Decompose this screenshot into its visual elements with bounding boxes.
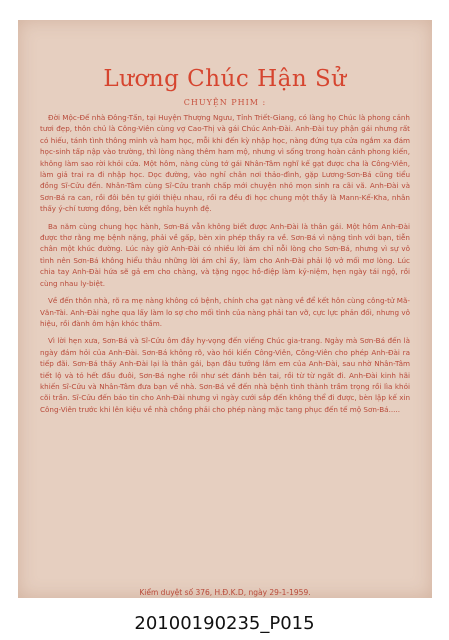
archive-caption: 20100190235_P015 (134, 613, 315, 634)
paragraph: Vì lời hẹn xưa, Sơn-Bá và Sĩ-Cửu ôm đầy hy-vọng đến viếng Chúc gia-trang. Ngày mà Sơn-Bá đến là ngày đám hỏi của Anh-Đài. Sơn-Bá không rõ, vào hỏi kiến Công-Viên, Công-Viên cho phép Anh-Đài ra tiếp đãi. Sơn-Bá thấy Anh-Đài lại là thân gái, bạn đâu tưởng lắm em của Anh-Đài, sau nhờ Nhân-Tâm tiết lộ và tỏ hết đầu đuôi, Sơn-Bá nghe rồi như sét đánh bên tai, rồi từ từ ngất đi. Anh-Đài kinh hãi khiến Sĩ-Cửu và Nhân-Tâm đưa bạn về nhà. Sơn-Bá về đến nhà bệnh tình thành trầm trọng rồi lìa khỏi cõi trần. Sĩ-Cửu đến báo tin cho Anh-Đài nhưng vì ngày cưới sắp đến không thể đi được, bèn lập kế xin Công-Viên trước khi lên kiệu về nhà chồng phải cho phép nàng mặc tang phục đến tế mộ Sơn-Bá..... (40, 336, 410, 414)
document-title: Lương Chúc Hận Sử (103, 66, 347, 92)
synopsis-body (40, 112, 410, 421)
paragraph: Đời Mộc-Đế nhà Đông-Tấn, tại Huyện Thượng Ngưu, Tỉnh Triết-Giang, có làng họ Chúc là phong cảnh tươi đẹp, thôn chủ là Công-Viên cùng vợ Cao-Thị và gái Chúc Anh-Đài. Anh-Đài tuy phận gái nhưng rất có hiếu, tánh tình thông minh và ham học, mỗi khi đến kỳ nhập học, nàng đứng tựa cửa ngắm xa đám học-sinh tấp nập vào trường, thì lòng nàng thêm ham mộ, nhưng vì sống trong hoàn cảnh phong kiến, không làm sao rời khỏi cửa. Một hôm, nàng cùng tớ gái Nhân-Tâm nghĩ kế gạt được cha là Công-Viên, làm giả trai ra đi nhập học. Dọc đường, vào nghỉ chân nơi thảo-đình, gặp Lương-Sơn-Bá cũng tiểu đồng Sĩ-Cửu đến. Nhân-Tâm cùng Sĩ-Cửu tranh chấp mới chuyện nhỏ mọn sinh ra cãi vã. Anh-Đài và Sơn-Bá ra can, rồi đôi bên tự giới thiệu nhau, rồi ra đều đi học chung một thầy là Mann-Kế-Kha, nhân thấy ý-chí tương đồng, bèn kết nghĩa huynh đệ. (40, 113, 410, 214)
document-sheet (18, 20, 432, 598)
paragraph: Ba năm cùng chung học hành, Sơn-Bá vẫn không biết được Anh-Đài là thân gái. Một hôm Anh-Đài được thơ rằng mẹ bệnh nặng, phải về gấp, bèn xin phép thầy ra về. Sơn-Bá vì nặng tình với bạn, tiễn chân một khúc đường. Lúc này giờ Anh-Đài có nhiều lời ám chỉ nỗi lòng cho Sơn-Bá, nhưng vì sự vô tình nên Sơn-Bá không hiểu thâu những lời ám chỉ ấy, làm cho Anh-Đài phải lộ vở mối mơ lòng. Lúc chia tay Anh-Đài hứa sẽ gả em cho chàng, và tặng ngọc hồ-điệp làm kỷ-niệm, hẹn ngày tái ngộ, rồi cùng nhau ly-biệt. (40, 221, 410, 288)
document-subtitle: CHUYỆN PHIM : (183, 98, 267, 107)
paragraph: Về đến thôn nhà, rõ ra mẹ nàng không có bệnh, chính cha gạt nàng về để kết hôn cùng công-tử Mã-Văn-Tài. Anh-Đài nghe qua lấy làm lo sợ cho mối tình của nàng phải tan vỡ, cực lực phản đối, nhưng vô hiệu, rồi đành ôm hận khóc thầm. (40, 296, 410, 328)
censorship-note: Kiểm duyệt số 376, H.Đ.K.D, ngày 29-1-1959. (139, 588, 311, 597)
